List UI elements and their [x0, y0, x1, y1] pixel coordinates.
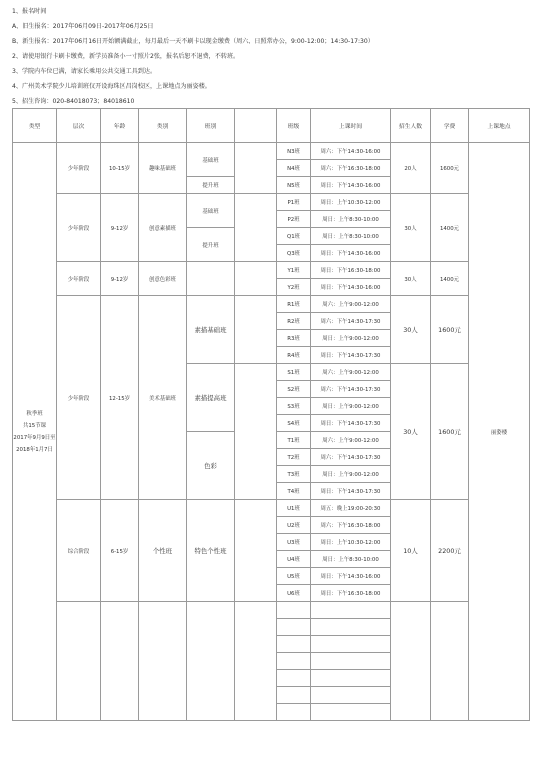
fee-cell: 1600元: [431, 296, 469, 364]
empty-cell: [391, 602, 431, 721]
class-cell: P2班: [277, 211, 311, 228]
empty-cell: [311, 619, 391, 636]
time-cell: 周日：下午14:30-16:00: [311, 279, 391, 296]
blank-cell: [235, 262, 277, 296]
class-cell: U3班: [277, 534, 311, 551]
time-cell: 周日：上午8:30-10:00: [311, 228, 391, 245]
blank-cell: [235, 194, 277, 262]
level-cell: 少年阶段: [57, 262, 101, 296]
time-cell: 周五：晚上19:00-20:30: [311, 500, 391, 517]
time-cell: 周六：下午16:30-18:00: [311, 517, 391, 534]
location-cell: 丽姿楼: [469, 143, 530, 721]
age-cell: 9-12岁: [101, 262, 139, 296]
class-cell: R2班: [277, 313, 311, 330]
empty-cell: [277, 619, 311, 636]
empty-cell: [277, 636, 311, 653]
class-cell: S3班: [277, 398, 311, 415]
class-cell: Y2班: [277, 279, 311, 296]
fee-cell: 1600元: [431, 143, 469, 194]
blank-cell: [235, 364, 277, 500]
class-cell: S2班: [277, 381, 311, 398]
class-cell: T3班: [277, 466, 311, 483]
time-cell: 周日：下午14:30-16:00: [311, 245, 391, 262]
header-time: 上课时间: [311, 109, 391, 143]
fee-cell: 1600元: [431, 364, 469, 500]
schedule-table: [12, 108, 530, 721]
time-cell: 周日：下午14:30-17:30: [311, 415, 391, 432]
class-cell: R3班: [277, 330, 311, 347]
empty-cell: [311, 704, 391, 721]
class-cell: Q3班: [277, 245, 311, 262]
age-cell: 12-15岁: [101, 296, 139, 500]
category-cell: 创意素描班: [139, 194, 187, 262]
time-cell: 周六：下午14:30-17:30: [311, 449, 391, 466]
time-cell: 周日：下午14:30-17:30: [311, 347, 391, 364]
header-subclass: 班别: [187, 109, 235, 143]
people-cell: 20人: [391, 143, 431, 194]
table-header-row: [13, 109, 530, 143]
level-cell: 少年阶段: [57, 143, 101, 194]
table-row: [13, 262, 530, 279]
class-cell: T4班: [277, 483, 311, 500]
blank-cell: [235, 500, 277, 602]
empty-cell: [277, 704, 311, 721]
fee-cell: 1400元: [431, 262, 469, 296]
notice-section: [12, 4, 532, 109]
class-cell: N3班: [277, 143, 311, 160]
empty-cell: [139, 602, 187, 721]
class-cell: U2班: [277, 517, 311, 534]
class-cell: R4班: [277, 347, 311, 364]
header-location: 上课地点: [469, 109, 530, 143]
level-cell: 综合阶段: [57, 500, 101, 602]
table-row: [13, 143, 530, 160]
subclass-cell: 提升班: [187, 177, 235, 194]
header-level: 层次: [57, 109, 101, 143]
category-cell: 美术基础班: [139, 296, 187, 500]
notice-contact: 5、招生咨询：020-84018073；84018610: [12, 98, 135, 105]
subclass-cell: 色彩: [187, 432, 235, 500]
header-category: 类别: [139, 109, 187, 143]
notice-heading: 1、报名时间: [12, 8, 47, 15]
term-info-cell: [13, 143, 57, 721]
fee-cell: 2200元: [431, 500, 469, 602]
empty-cell: [311, 636, 391, 653]
people-cell: 30人: [391, 364, 431, 500]
subclass-cell: [187, 262, 235, 296]
class-cell: N5班: [277, 177, 311, 194]
time-cell: 周日：下午14:30-17:30: [311, 483, 391, 500]
class-cell: N4班: [277, 160, 311, 177]
class-cell: U5班: [277, 568, 311, 585]
time-cell: 周日：上午10:30-12:00: [311, 534, 391, 551]
empty-cell: [311, 670, 391, 687]
level-cell: 少年阶段: [57, 296, 101, 500]
notice-payment: 2、请使用银行卡刷卡缴费，新学员准备小一寸照片2张，报名后恕不退费，不转班。: [12, 53, 240, 60]
subclass-cell: 素描提高班: [187, 364, 235, 432]
empty-cell: [101, 602, 139, 721]
category-cell: 个性班: [139, 500, 187, 602]
class-cell: S4班: [277, 415, 311, 432]
time-cell: 周日：上午9:00-12:00: [311, 330, 391, 347]
empty-cell: [187, 602, 235, 721]
time-cell: 周六：上午9:00-12:00: [311, 364, 391, 381]
notice-parking: 3、学院内车位已满，请家长乘用公共交通工具到达。: [12, 68, 157, 75]
time-cell: 周日：上午9:00-12:00: [311, 466, 391, 483]
category-cell: 趣味基础班: [139, 143, 187, 194]
people-cell: 30人: [391, 262, 431, 296]
age-cell: 6-15岁: [101, 500, 139, 602]
class-cell: U6班: [277, 585, 311, 602]
term-name: 秋季班: [26, 410, 43, 417]
notice-location: 4、广州美术学院少儿培训班仅开设海珠区昌岗校区，上课地点为丽姿楼。: [12, 83, 211, 90]
time-cell: 周六：下午14:30-17:30: [311, 313, 391, 330]
subclass-cell: 素描基础班: [187, 296, 235, 364]
empty-cell: [57, 602, 101, 721]
time-cell: 周日：上午8:30-10:00: [311, 211, 391, 228]
class-cell: Q1班: [277, 228, 311, 245]
blank-cell: [235, 143, 277, 194]
table-row: [13, 194, 530, 211]
notice-new-student: B、新生报名：2017年06月16日开始额满截止，每月最后一天不刷卡以现金缴费（周六、日照常办公，9:00-12:00；14:30-17:30）: [12, 38, 374, 45]
empty-cell: [277, 670, 311, 687]
age-cell: 10-15岁: [101, 143, 139, 194]
empty-cell: [311, 687, 391, 704]
notice-old-student: A、旧生报名：2017年06月09日-2017年06月25日: [12, 23, 154, 30]
empty-cell: [277, 602, 311, 619]
header-age: 年龄: [101, 109, 139, 143]
table-row: [13, 500, 530, 517]
subclass-cell: 基础班: [187, 194, 235, 228]
time-cell: 周日：上午10:30-12:00: [311, 194, 391, 211]
empty-row: [13, 602, 530, 619]
time-cell: 周六：上午9:00-12:00: [311, 296, 391, 313]
age-cell: 9-12岁: [101, 194, 139, 262]
class-cell: R1班: [277, 296, 311, 313]
term-start: 2017年9月9日至: [13, 434, 56, 441]
class-cell: U1班: [277, 500, 311, 517]
header-blank: [235, 109, 277, 143]
header-people: 招生人数: [391, 109, 431, 143]
time-cell: 周日：下午14:30-16:00: [311, 177, 391, 194]
blank-cell: [235, 296, 277, 364]
time-cell: 周日：上午9:00-12:00: [311, 398, 391, 415]
class-cell: P1班: [277, 194, 311, 211]
fee-cell: 1400元: [431, 194, 469, 262]
empty-cell: [311, 602, 391, 619]
class-cell: T2班: [277, 449, 311, 466]
class-cell: T1班: [277, 432, 311, 449]
class-cell: Y1班: [277, 262, 311, 279]
subclass-cell: 特色个性班: [187, 500, 235, 602]
time-cell: 周日：下午16:30-18:00: [311, 262, 391, 279]
header-fee: 学费: [431, 109, 469, 143]
time-cell: 周六：下午14:30-17:30: [311, 381, 391, 398]
time-cell: 周六：下午16:30-18:00: [311, 160, 391, 177]
time-cell: 周六：上午9:00-12:00: [311, 432, 391, 449]
time-cell: 周日：上午8:30-10:00: [311, 551, 391, 568]
empty-cell: [277, 653, 311, 670]
subclass-cell: 提升班: [187, 228, 235, 262]
time-cell: 周日：下午16:30-18:00: [311, 585, 391, 602]
empty-cell: [277, 687, 311, 704]
term-end: 2018年1月7日: [16, 446, 53, 453]
category-cell: 创意色彩班: [139, 262, 187, 296]
class-cell: U4班: [277, 551, 311, 568]
class-cell: S1班: [277, 364, 311, 381]
people-cell: 30人: [391, 194, 431, 262]
level-cell: 少年阶段: [57, 194, 101, 262]
people-cell: 30人: [391, 296, 431, 364]
subclass-cell: 基础班: [187, 143, 235, 177]
header-class: 班级: [277, 109, 311, 143]
header-type: 类型: [13, 109, 57, 143]
empty-cell: [431, 602, 469, 721]
time-cell: 周日：下午14:30-16:00: [311, 568, 391, 585]
table-row: [13, 296, 530, 313]
empty-cell: [311, 653, 391, 670]
people-cell: 10人: [391, 500, 431, 602]
term-lessons: 共15节课: [22, 422, 47, 429]
empty-cell: [235, 602, 277, 721]
time-cell: 周六：下午14:30-16:00: [311, 143, 391, 160]
